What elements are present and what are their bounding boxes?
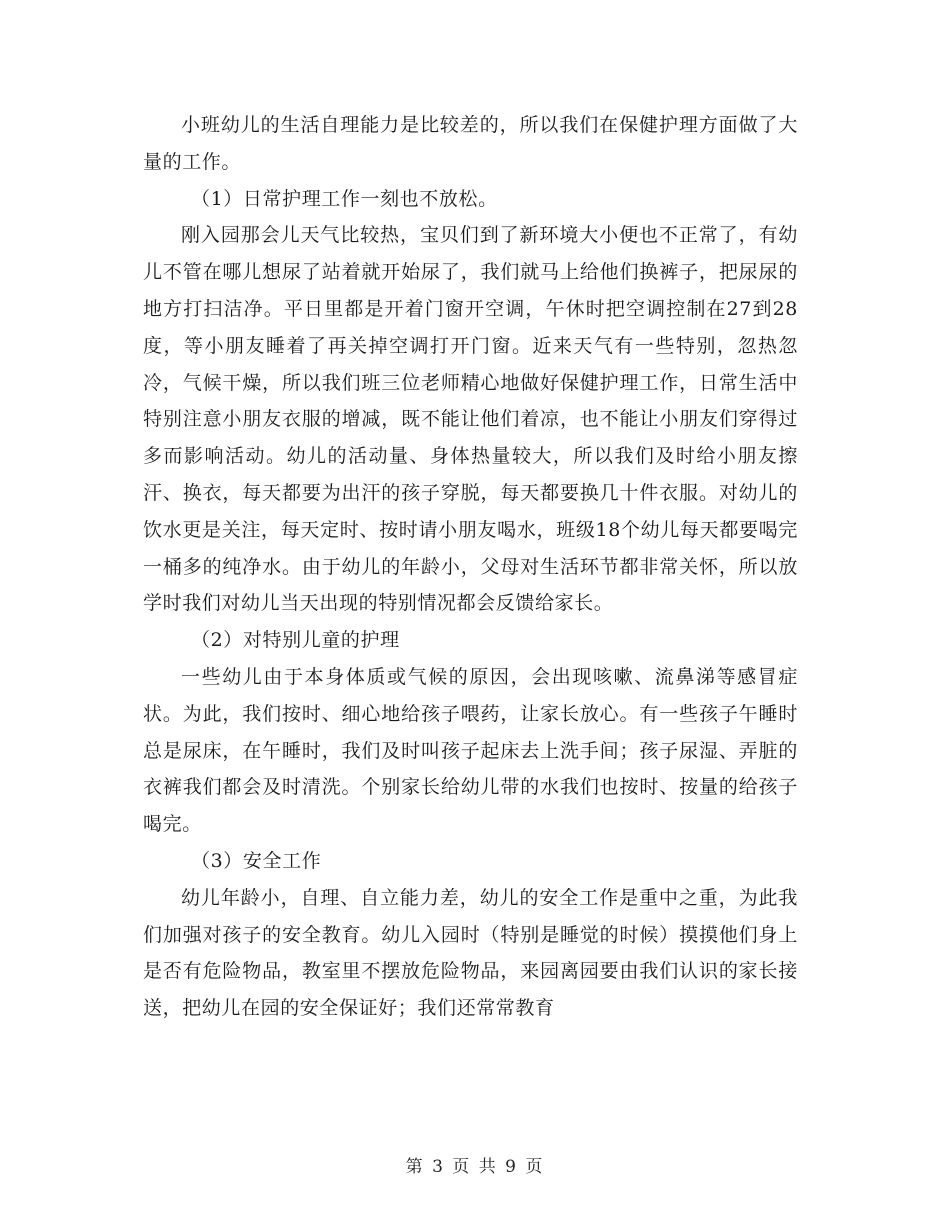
document-body (143, 107, 798, 1027)
section-heading-safety: （3）安全工作 (191, 849, 322, 872)
paragraph-safety: 幼儿年龄小，自理、自立能力差，幼儿的安全工作是重中之重，为此我们加强对孩子的安全教育。幼儿入园时（特别是睡觉的时候）摸摸他们身上是否有危险物品，教室里不摆放危险物品，来园离园要由我们认识的家长接送，把幼儿在园的安全保证好；我们还常常教育 (143, 886, 798, 1020)
page-number-footer: 第 3 页 共 9 页 (405, 1157, 545, 1177)
section-heading-special-care: （2）对特别儿童的护理 (191, 629, 400, 652)
paragraph-intro: 小班幼儿的生活自理能力是比较差的，所以我们在保健护理方面做了大量的工作。 (143, 114, 798, 173)
paragraph-special-care: 一些幼儿由于本身体质或气候的原因，会出现咳嗽、流鼻涕等感冒症状。为此，我们按时、细心地给孩子喂药，让家长放心。有一些孩子午睡时总是尿床，在午睡时，我们及时叫孩子起床去上洗手间；孩子尿湿、弄脏的衣裤我们都会及时清洗。个别家长给幼儿带的水我们也按时、按量的给孩子喝完。 (143, 665, 798, 836)
section-heading-daily-care: （1）日常护理工作一刻也不放松。 (191, 187, 498, 210)
paragraph-daily-care: 刚入园那会儿天气比较热，宝贝们到了新环境大小便也不正常了，有幼儿不管在哪儿想尿了站着就开始尿了，我们就马上给他们换裤子，把尿尿的地方打扫洁净。平日里都是开着门窗开空调，午休时把空调控制在27到28度，等小朋友睡着了再关掉空调打开门窗。近来天气有一些特别，忽热忽冷，气候干燥，所以我们班三位老师精心地做好保健护理工作，日常生活中特别注意小朋友衣服的增减，既不能让他们着凉，也不能让小朋友们穿得过多而影响活动。幼儿的活动量、身体热量较大，所以我们及时给小朋友擦汗、换衣，每天都要为出汗的孩子穿脱，每天都要换几十件衣服。对幼儿的饮水更是关注，每天定时、按时请小朋友喝水，班级18个幼儿每天都要喝完一桶多的纯净水。由于幼儿的年龄小，父母对生活环节都非常关怀，所以放学时我们对幼儿当天出现的特别情况都会反馈给家长。 (143, 224, 798, 615)
